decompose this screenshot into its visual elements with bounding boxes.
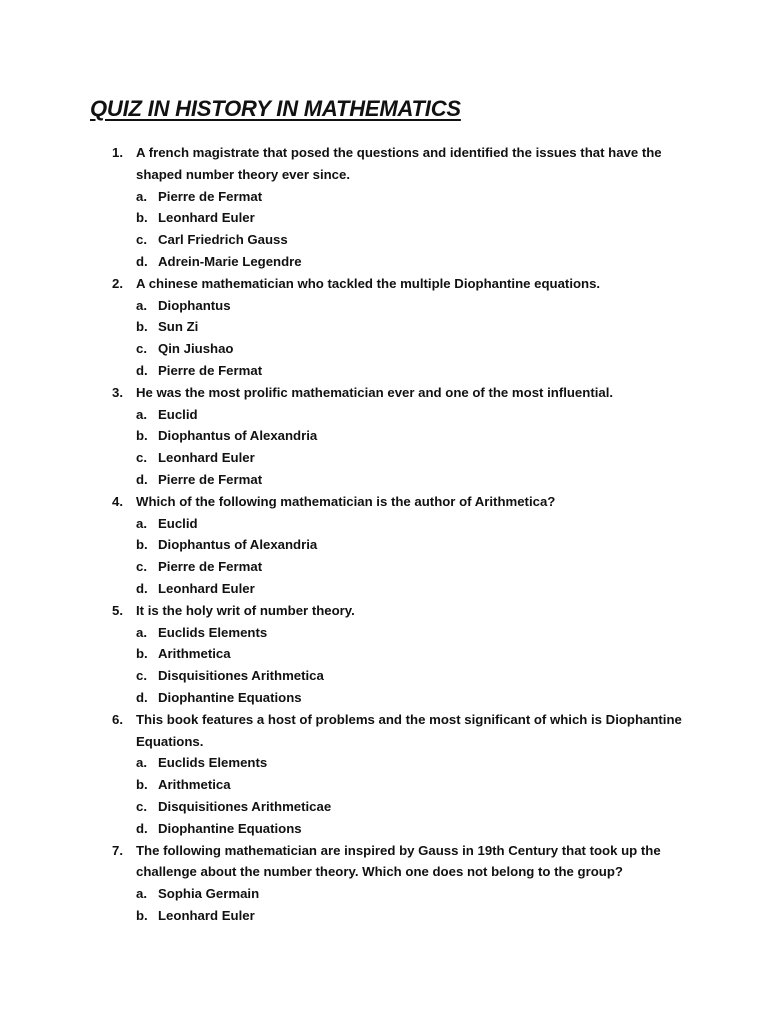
option-letter: c. xyxy=(136,668,147,684)
question-number: 1. xyxy=(112,145,123,160)
option-letter: b. xyxy=(136,319,148,335)
answer-option xyxy=(0,752,768,774)
option-text: Pierre de Fermat xyxy=(158,471,263,487)
option-letter: a. xyxy=(136,188,147,204)
answer-option xyxy=(0,578,768,600)
option-text: Diophantine Equations xyxy=(158,689,302,705)
question-text: A french magistrate that posed the questions and identified the issues that have the xyxy=(136,145,662,160)
question-number: 5. xyxy=(112,602,123,618)
question-item xyxy=(0,840,768,862)
option-text: Leonhard Euler xyxy=(158,907,255,923)
option-letter: a. xyxy=(136,755,147,771)
option-letter: b. xyxy=(136,777,148,793)
answer-option xyxy=(0,883,768,905)
question-item xyxy=(0,709,768,731)
option-text: Carl Friedrich Gauss xyxy=(158,232,288,248)
option-text: Euclid xyxy=(158,515,198,531)
option-letter: d. xyxy=(136,580,148,596)
option-letter: c. xyxy=(136,798,147,814)
question-number: 3. xyxy=(112,384,123,400)
option-text: Euclids Elements xyxy=(158,624,268,640)
option-text: Pierre de Fermat xyxy=(158,559,263,575)
question-text: Which of the following mathematician is the author of Arithmetica? xyxy=(136,493,556,509)
answer-option xyxy=(0,404,768,426)
option-letter: a. xyxy=(136,624,147,640)
question-number: 4. xyxy=(112,493,123,509)
question-text: Equations. xyxy=(136,733,204,749)
question-text: This book features a host of problems and the most significant of which is Diophantine xyxy=(136,711,682,727)
question-text: It is the holy writ of number theory. xyxy=(136,602,355,618)
question-continuation xyxy=(0,164,768,186)
answer-option xyxy=(0,295,768,317)
option-text: Leonhard Euler xyxy=(158,580,255,596)
question-list xyxy=(0,142,768,927)
option-letter: d. xyxy=(136,820,148,836)
answer-option xyxy=(0,665,768,687)
answer-option xyxy=(0,905,768,927)
answer-option xyxy=(0,534,768,556)
option-letter: c. xyxy=(136,450,147,466)
option-letter: c. xyxy=(136,232,147,248)
option-text: Euclid xyxy=(158,406,198,422)
option-letter: b. xyxy=(136,210,148,226)
option-letter: b. xyxy=(136,907,148,923)
answer-option xyxy=(0,207,768,229)
quiz-title: QUIZ IN HISTORY IN MATHEMATICS xyxy=(90,96,461,121)
option-letter: a. xyxy=(136,406,147,422)
option-letter: d. xyxy=(136,689,148,705)
question-item xyxy=(0,491,768,513)
answer-option xyxy=(0,447,768,469)
question-text: A chinese mathematician who tackled the multiple Diophantine equations. xyxy=(136,275,601,291)
answer-option xyxy=(0,818,768,840)
question-item xyxy=(0,273,768,295)
answer-option xyxy=(0,186,768,208)
answer-option xyxy=(0,229,768,251)
option-text: Diophantus of Alexandria xyxy=(158,537,318,553)
option-letter: a. xyxy=(136,297,147,313)
answer-option xyxy=(0,360,768,382)
answer-option xyxy=(0,687,768,709)
answer-option xyxy=(0,513,768,535)
option-letter: d. xyxy=(136,471,148,487)
option-text: Euclids Elements xyxy=(158,755,268,771)
option-letter: b. xyxy=(136,646,148,662)
answer-option xyxy=(0,643,768,665)
answer-option xyxy=(0,338,768,360)
option-text: Disquisitiones Arithmetica xyxy=(158,668,324,684)
question-number: 6. xyxy=(112,711,123,727)
option-text: Diophantine Equations xyxy=(158,820,302,836)
option-letter: d. xyxy=(136,253,148,269)
question-number: 2. xyxy=(112,275,123,291)
option-letter: b. xyxy=(136,537,148,553)
option-text: Diophantus of Alexandria xyxy=(158,428,318,444)
option-text: Disquisitiones Arithmeticae xyxy=(158,798,332,814)
option-letter: a. xyxy=(136,886,147,902)
option-letter: a. xyxy=(136,515,147,531)
question-item xyxy=(0,382,768,404)
question-item xyxy=(0,600,768,622)
answer-option xyxy=(0,316,768,338)
answer-option xyxy=(0,469,768,491)
option-text: Arithmetica xyxy=(158,777,231,793)
option-text: Arithmetica xyxy=(158,646,231,662)
question-continuation xyxy=(0,731,768,753)
answer-option xyxy=(0,796,768,818)
answer-option xyxy=(0,622,768,644)
option-text: Adrein-Marie Legendre xyxy=(158,253,302,269)
option-letter: c. xyxy=(136,341,147,357)
option-text: Diophantus xyxy=(158,297,231,313)
option-letter: c. xyxy=(136,559,147,575)
option-text: Sun Zi xyxy=(158,319,199,335)
question-text: He was the most prolific mathematician ever and one of the most influential. xyxy=(136,384,614,400)
question-text: The following mathematician are inspired by Gauss in 19th Century that took up the xyxy=(136,842,661,858)
option-text: Pierre de Fermat xyxy=(158,188,263,204)
question-text: shaped number theory ever since. xyxy=(136,166,351,182)
option-text: Sophia Germain xyxy=(158,886,260,902)
question-item xyxy=(0,142,768,164)
option-text: Qin Jiushao xyxy=(158,341,234,357)
option-letter: d. xyxy=(136,362,148,378)
option-text: Pierre de Fermat xyxy=(158,362,263,378)
option-text: Leonhard Euler xyxy=(158,450,255,466)
answer-option xyxy=(0,425,768,447)
option-letter: b. xyxy=(136,428,148,444)
answer-option xyxy=(0,251,768,273)
question-continuation xyxy=(0,861,768,883)
question-number: 7. xyxy=(112,842,123,858)
answer-option xyxy=(0,556,768,578)
answer-option xyxy=(0,774,768,796)
option-text: Leonhard Euler xyxy=(158,210,255,226)
question-text: challenge about the number theory. Which one does not belong to the group? xyxy=(136,864,623,880)
